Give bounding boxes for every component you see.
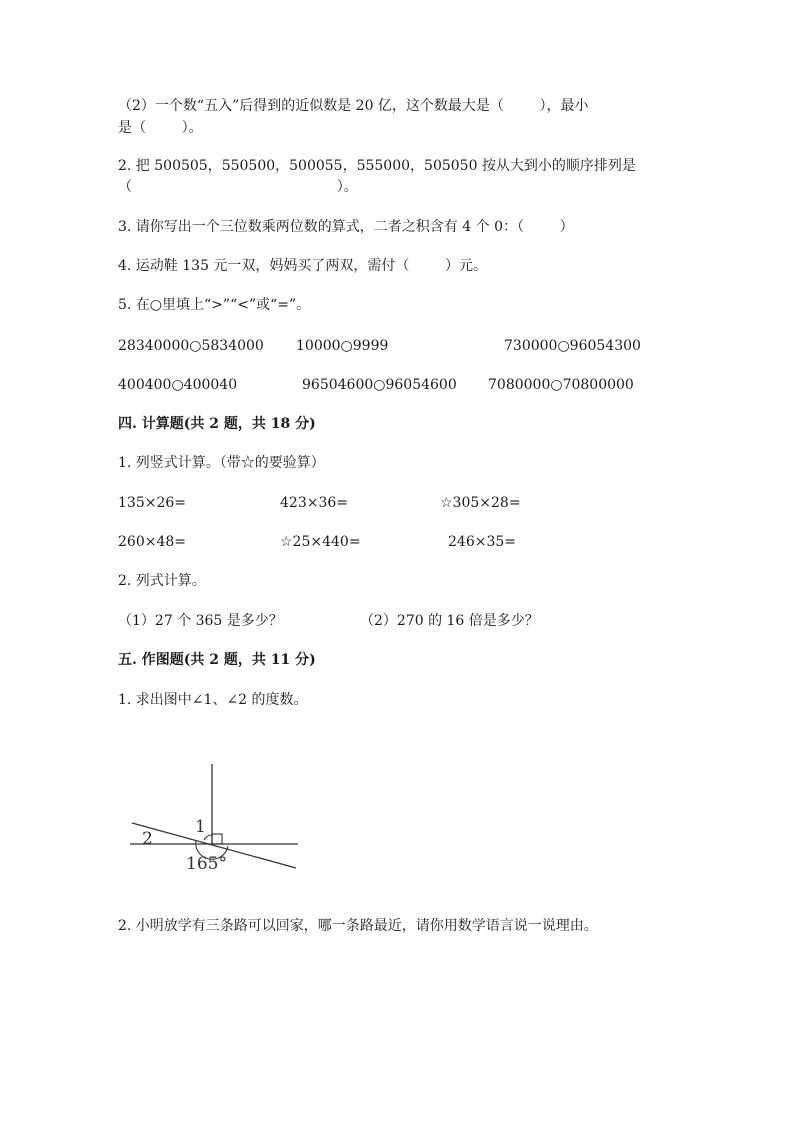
question-5-2: 2. 小明放学有三条路可以回家，哪一条路最近，请你用数学语言说一说理由。 <box>118 918 598 934</box>
compare-item: 10000○9999 <box>296 338 389 354</box>
calc-item: 260×48= <box>118 534 186 550</box>
question-4: 4. 运动鞋 135 元一双，妈妈买了两双，需付（ ）元。 <box>118 258 488 274</box>
question-5-1: 1. 求出图中∠1、∠2 的度数。 <box>118 692 308 708</box>
calc-item: ☆25×440= <box>280 534 361 550</box>
question-4-2-part1: （1）27 个 365 是多少？ <box>118 613 283 629</box>
question-2-line1: 2. 把 500505，550500，500055，555000，505050 按从大到小的顺序排列是 <box>118 158 636 174</box>
calc-item: 423×36= <box>280 495 348 511</box>
calc-item: 246×35= <box>448 534 516 550</box>
question-4-1: 1. 列竖式计算。（带☆的要验算） <box>118 455 325 471</box>
angle-2-label: 2 <box>142 829 153 849</box>
question-3: 3. 请你写出一个三位数乘两位数的算式，二者之积含有 4 个 0：（ ） <box>118 219 574 235</box>
compare-item: 28340000○5834000 <box>118 338 264 354</box>
question-5: 5. 在○里填上“>”“<”或“=”。 <box>118 297 311 313</box>
angle-diagram <box>120 760 310 875</box>
question-2-line2: （ ）。 <box>118 179 358 195</box>
question-3-2-line2: 是（ ）。 <box>118 120 203 136</box>
question-3-2-line1: （2）一个数“五入”后得到的近似数是 20 亿，这个数最大是（ ），最小 <box>118 98 589 114</box>
compare-item: 7080000○70800000 <box>488 377 634 393</box>
section-4-title: 四. 计算题(共 2 题，共 18 分) <box>118 416 316 432</box>
angle-165-label: 165° <box>186 854 227 874</box>
right-angle-mark <box>212 834 222 844</box>
section-5-title: 五. 作图题(共 2 题，共 11 分) <box>118 652 316 668</box>
angle-1-label: 1 <box>195 817 206 837</box>
calc-item: ☆305×28= <box>440 495 521 511</box>
compare-item: 400400○400040 <box>118 377 238 393</box>
compare-item: 730000○96054300 <box>504 338 641 354</box>
question-4-2: 2. 列式计算。 <box>118 573 206 589</box>
question-4-2-part2: （2）270 的 16 倍是多少？ <box>360 613 539 629</box>
compare-item: 96504600○96054600 <box>302 377 457 393</box>
calc-item: 135×26= <box>118 495 186 511</box>
